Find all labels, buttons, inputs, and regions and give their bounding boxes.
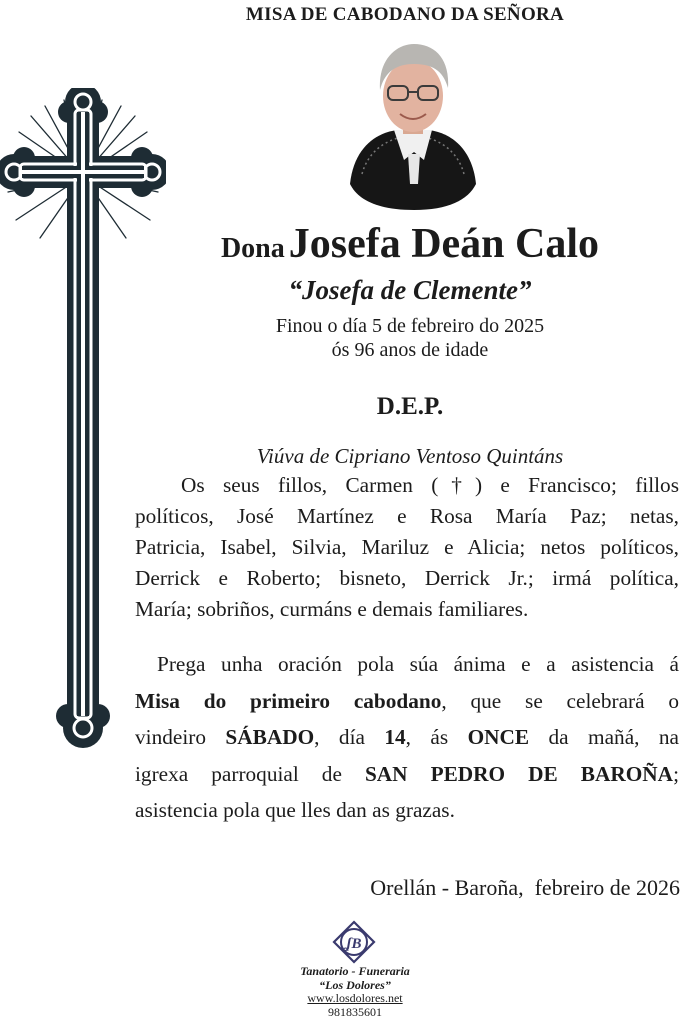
funeral-home-type: Tanatorio - Funeraria [300,964,410,978]
name-prefix: Dona [220,233,285,264]
family-line: Derrick e Roberto; bisneto, Derrick Jr.; irmá política, [135,566,679,590]
svg-text:ʆB: ʆB [346,936,362,952]
prayer-text: ; [673,761,679,786]
deceased-name [140,220,680,268]
prayer-line [135,719,679,756]
rip-abbreviation: D.E.P. [376,393,444,420]
prayer-paragraph [135,646,679,829]
funeral-home-phone: 981835601 [328,1004,382,1019]
family-line: Patricia, Isabel, Silvia, Mariluz e Alicia; netos políticos, [135,535,679,559]
death-date: Finou o día 5 de febreiro do 2025 [275,315,545,337]
prayer-text: , ás [405,725,468,749]
place-and-date: Orellán - Baroña, febreiro de 2026 [370,875,680,900]
prayer-line [135,683,679,720]
prayer-text: vindeiro [135,725,226,749]
prayer-text: da mañá, na [529,725,679,749]
age-at-death: ós 96 anos de idade [331,339,489,361]
prayer-line: asistencia pola que lles dan as grazas. [135,798,455,822]
mass-name: Misa do primeiro cabodano [135,688,442,713]
funeral-home-info [260,965,450,1019]
family-line: políticos, José Martínez e Rosa María Paz; netas, [135,504,679,528]
prayer-line [135,756,679,793]
funeral-home-website-link[interactable]: www.losdolores.net [307,991,403,1005]
prayer-text: , que se celebrará o [441,688,679,713]
funeral-home-name: “Los Dolores” [319,977,391,992]
prayer-text: igrexa parroquial de [135,761,365,786]
page-heading: MISA DE CABODANO DA SEÑORA [245,4,565,25]
family-line: Os seus fillos, Carmen (†) e Francisco; fillos [181,473,679,497]
funeral-home-logo-icon [332,920,376,964]
mass-time: ONCE [467,725,530,749]
portrait-photo [348,34,478,210]
mass-day: SÁBADO [225,725,315,749]
full-name: Josefa Deán Calo [288,221,600,267]
prayer-line: Prega unha oración pola súa ánima e a asistencia á [157,652,679,676]
mass-date: 14 [384,725,406,749]
family-paragraph [135,470,679,625]
widow-line: Viúva de Cipriano Ventoso Quintáns [256,444,564,468]
nickname: “Josefa de Clemente” [288,275,532,305]
church-name: SAN PEDRO DE BAROÑA [364,761,674,786]
family-line: María; sobriños, curmáns e demais familiares. [135,597,529,621]
prayer-text: , día [314,725,385,749]
